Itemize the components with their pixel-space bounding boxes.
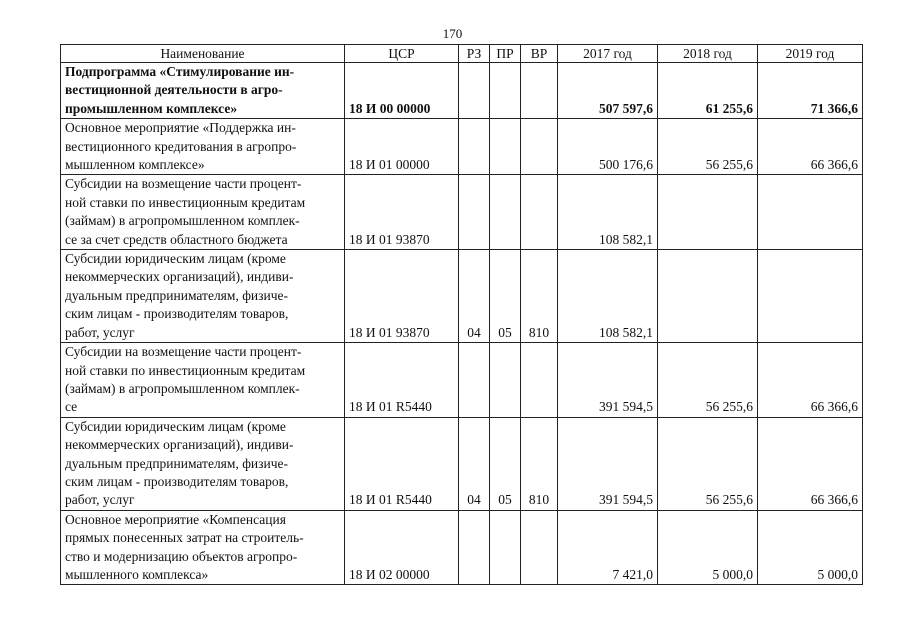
table-row [61, 250, 863, 343]
row-name-line: некоммерческих организаций), индиви- [65, 269, 294, 285]
row-2019: 71 366,6 [758, 63, 863, 119]
row-2017: 7 421,0 [558, 510, 658, 585]
row-rz [459, 119, 490, 175]
row-2019: 66 366,6 [758, 417, 863, 510]
row-rz: 04 [459, 417, 490, 510]
row-csr: 18 И 01 R5440 [345, 343, 459, 418]
row-name-line: ной ставки по инвестиционным кредитам [65, 362, 306, 378]
row-name-line: Основное мероприятие «Поддержка ин- [65, 120, 296, 136]
row-name [61, 417, 345, 510]
row-csr: 18 И 01 93870 [345, 250, 459, 343]
row-name-line: дуальным предпринимателям, физиче- [65, 455, 288, 471]
row-rz [459, 175, 490, 250]
row-2018: 5 000,0 [658, 510, 758, 585]
row-rz [459, 510, 490, 585]
row-name-line: Подпрограмма «Стимулирование ин- [65, 64, 295, 79]
table-row [61, 510, 863, 585]
table-row [61, 417, 863, 510]
row-vr [521, 63, 558, 119]
row-2017: 391 594,5 [558, 417, 658, 510]
row-2019 [758, 175, 863, 250]
row-2019: 66 366,6 [758, 343, 863, 418]
row-name-line: промышленном комплексе» [65, 100, 238, 116]
row-2018 [658, 175, 758, 250]
row-csr: 18 И 01 93870 [345, 175, 459, 250]
row-name-line: (займам) в агропромышленном комплек- [65, 213, 300, 229]
header-csr: ЦСР [345, 45, 459, 63]
row-vr: 810 [521, 417, 558, 510]
row-name-line: Субсидии на возмещение части процент- [65, 344, 302, 360]
row-vr [521, 175, 558, 250]
row-pr [490, 63, 521, 119]
row-name-line: Субсидии юридическим лицам (кроме [65, 251, 286, 267]
row-2019: 66 366,6 [758, 119, 863, 175]
row-name-line: некоммерческих организаций), индиви- [65, 437, 294, 453]
header-rz: РЗ [459, 45, 490, 63]
row-2019 [758, 250, 863, 343]
page-number: 170 [442, 26, 463, 41]
row-2018: 61 255,6 [658, 63, 758, 119]
row-name-line: вестиционного кредитования в агропро- [65, 138, 297, 154]
table-row [61, 119, 863, 175]
row-name-line: ство и модернизацию объектов агропро- [65, 548, 298, 564]
row-name-line: Субсидии юридическим лицам (кроме [65, 418, 286, 434]
table-body [61, 63, 863, 585]
header-vr: ВР [521, 45, 558, 63]
row-name-line: Субсидии на возмещение части процент- [65, 176, 302, 192]
row-pr: 05 [490, 250, 521, 343]
budget-table [60, 44, 863, 585]
row-rz [459, 343, 490, 418]
row-csr: 18 И 00 00000 [345, 63, 459, 119]
row-name-line: се за счет средств областного бюджета [65, 231, 288, 247]
header-2017: 2017 год [558, 45, 658, 63]
row-vr [521, 343, 558, 418]
row-2017: 108 582,1 [558, 175, 658, 250]
table-row [61, 175, 863, 250]
row-pr: 05 [490, 417, 521, 510]
row-vr [521, 119, 558, 175]
row-name-line: дуальным предпринимателям, физиче- [65, 287, 288, 303]
row-pr [490, 119, 521, 175]
header-name: Наименование [61, 45, 345, 63]
row-2018 [658, 250, 758, 343]
row-csr: 18 И 02 00000 [345, 510, 459, 585]
row-csr: 18 И 01 00000 [345, 119, 459, 175]
row-pr [490, 510, 521, 585]
row-2017: 108 582,1 [558, 250, 658, 343]
row-name [61, 119, 345, 175]
row-name-line: Основное мероприятие «Компенсация [65, 511, 286, 527]
row-name-line: ским лицам - производителям товаров, [65, 473, 289, 489]
row-name-line: мышленном комплексе» [65, 157, 205, 173]
table-row [61, 63, 863, 119]
row-name-line: се [65, 399, 78, 415]
row-vr [521, 510, 558, 585]
row-name-line: вестиционной деятельности в агро- [65, 82, 283, 98]
row-vr: 810 [521, 250, 558, 343]
row-name-line: мышленного комплекса» [65, 566, 209, 582]
row-name [61, 175, 345, 250]
row-2017: 500 176,6 [558, 119, 658, 175]
table-row [61, 343, 863, 418]
row-rz: 04 [459, 250, 490, 343]
row-name [61, 510, 345, 585]
row-2018: 56 255,6 [658, 343, 758, 418]
header-row [61, 45, 863, 63]
row-2017: 391 594,5 [558, 343, 658, 418]
header-2018: 2018 год [658, 45, 758, 63]
row-csr: 18 И 01 R5440 [345, 417, 459, 510]
row-name-line: (займам) в агропромышленном комплек- [65, 380, 300, 396]
row-2018: 56 255,6 [658, 119, 758, 175]
row-2017: 507 597,6 [558, 63, 658, 119]
row-pr [490, 343, 521, 418]
row-rz [459, 63, 490, 119]
row-name [61, 63, 345, 119]
row-name-line: работ, услуг [65, 324, 135, 340]
row-name [61, 250, 345, 343]
row-2019: 5 000,0 [758, 510, 863, 585]
header-2019: 2019 год [758, 45, 863, 63]
row-2018: 56 255,6 [658, 417, 758, 510]
row-pr [490, 175, 521, 250]
row-name-line: ной ставки по инвестиционным кредитам [65, 194, 306, 210]
row-name-line: работ, услуг [65, 492, 135, 508]
row-name-line: ским лицам - производителям товаров, [65, 306, 289, 322]
row-name-line: прямых понесенных затрат на строитель- [65, 530, 304, 546]
header-pr: ПР [490, 45, 521, 63]
row-name [61, 343, 345, 418]
